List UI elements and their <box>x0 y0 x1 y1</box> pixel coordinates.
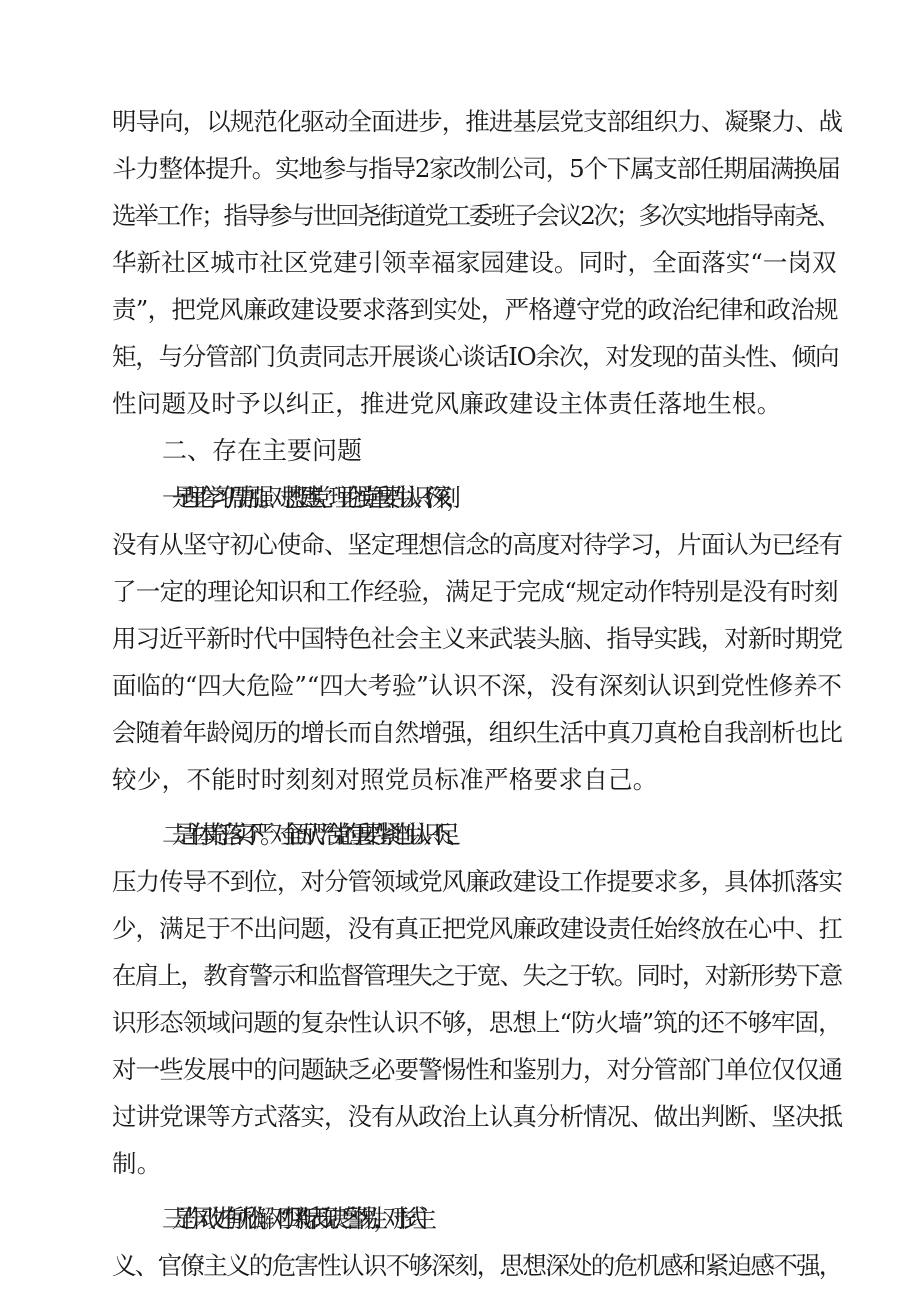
paragraph-line: 对一些发展中的问题缺乏必要警惕性和鉴别力，对分管部门单位仅仅通 <box>112 1055 843 1084</box>
paragraph-line: 面临的“四大危险”“四大考验”认识不深，没有深刻认识到党性修养不 <box>112 671 842 700</box>
paragraph-line: 用习近平新时代中国特色社会主义来武装头脑、指导实践，对新时期党 <box>112 624 843 653</box>
paragraph-line: 制。 <box>112 1149 162 1178</box>
paragraph-line: 华新社区城市社区党建引领幸福家园建设。同时，全面落实“一岗双 <box>112 248 837 277</box>
section-heading: 二、存在主要问题 <box>162 436 363 465</box>
paragraph-line: 识形态领域问题的复杂性认识不够，思想上“防火墙”筑的还不够牢固， <box>112 1008 842 1037</box>
paragraph-line: 会随着年龄阅历的增长而自然增强，组织生活中真刀真枪自我剖析也比 <box>112 718 843 747</box>
paragraph-line: 过讲党课等方式落实，没有从政治上认真分析情况、做出判断、坚决抵 <box>112 1102 843 1131</box>
paragraph-line: 选举工作；指导参与世回尧街道党工委班子会议2次；多次实地指导南尧、 <box>112 201 839 230</box>
paragraph-line: 少，满足于不出问题，没有真正把党风廉政建设责任始终放在心中、扛 <box>112 914 843 943</box>
paragraph-line: 义、官僚主义的危害性认识不够深刻，思想深处的危机感和紧迫感不强， <box>112 1251 842 1280</box>
paragraph-line: 较少，不能时时刻刻对照党员标准严格要求自己。 <box>112 765 658 794</box>
paragraph-line: 一是理论学习仍需加强。对思想建党、理论强党重要性认识不深刻， <box>162 483 456 512</box>
paragraph-line: 二是主体责任落实不严。对全面从严治党的重要性紧迫性认识不足、 <box>162 820 456 849</box>
paragraph-line: 三是作风改进有所松懈。对“四风”新表现缺乏警惕性，对形式主 <box>162 1204 423 1233</box>
paragraph-line: 在肩上，教育警示和监督管理失之于宽、失之于软。同时，对新形势下意 <box>112 961 842 990</box>
paragraph-line: 矩，与分管部门负责同志开展谈心谈话IO余次，对发现的苗头性、倾向 <box>112 342 839 371</box>
paragraph-line: 了一定的理论知识和工作经验，满足于完成“规定动作特别是没有时刻 <box>112 577 838 606</box>
paragraph-line: 明导向，以规范化驱动全面进步，推进基层党支部组织力、凝聚力、战 <box>112 107 843 136</box>
paragraph-line: 没有从坚守初心使命、坚定理想信念的高度对待学习，片面认为已经有 <box>112 530 843 559</box>
paragraph-line: 压力传导不到位，对分管领域党风廉政建设工作提要求多，具体抓落实 <box>112 867 843 896</box>
paragraph-line: 责”，把党风廉政建设要求落到实处，严格遵守党的政治纪律和政治规 <box>112 295 838 324</box>
paragraph-line: 性问题及时予以纠正，推进党风廉政建设主体责任落地生根。 <box>112 389 782 418</box>
paragraph-line: 斗力整体提升。实地参与指导2家改制公司，5个下属支部任期届满换届 <box>112 154 840 183</box>
